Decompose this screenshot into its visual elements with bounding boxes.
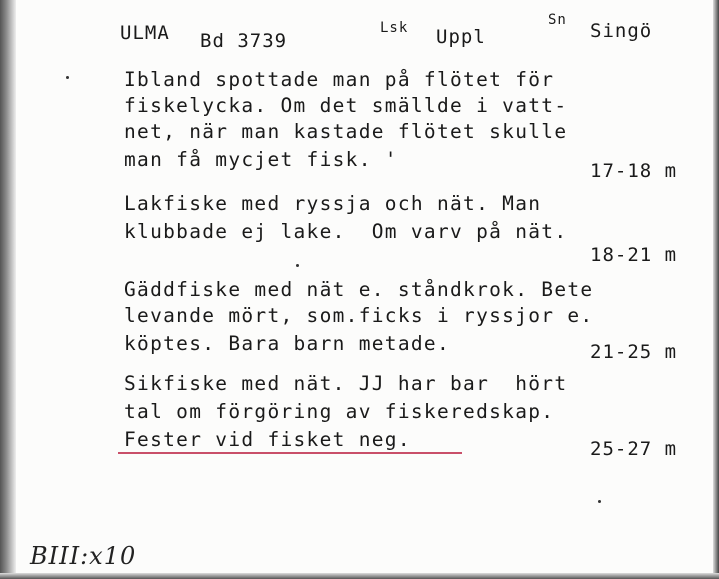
landskap-label: Lsk xyxy=(380,20,409,36)
archive-code: ULMA xyxy=(120,22,170,44)
entry-1-line-4: man få mycjet fisk. ' xyxy=(124,148,398,171)
entry-1-line-3: net, när man kastade flötet skulle xyxy=(124,120,568,143)
landskap-value: Uppl xyxy=(436,26,486,48)
entry-3-line-2: levande mört, som.ficks i ryssjor e. xyxy=(124,304,594,327)
socken-value: Singö xyxy=(590,20,653,42)
record-number: Bd 3739 xyxy=(200,30,288,52)
entry-4-line-1: Sikfiske med nät. JJ har bar hört xyxy=(124,372,568,395)
entry-2-line-1: Lakfiske med ryssja och nät. Man xyxy=(124,192,542,215)
entry-2-line-2: klubbade ej lake. Om varv på nät. xyxy=(124,220,568,243)
entry-3-line-1: Gäddfiske med nät e. ståndkrok. Bete xyxy=(124,278,594,301)
handwritten-signature: BIII:x10 xyxy=(30,542,137,570)
entry-1-line-1: Ibland spottade man på flötet för xyxy=(124,68,555,91)
red-underline xyxy=(118,452,462,454)
card-left-edge xyxy=(0,0,16,579)
stray-mark xyxy=(296,264,299,267)
entry-3-age: 21-25 m xyxy=(590,341,678,363)
entry-1-line-2: fiskelycka. Om det smällde i vatt- xyxy=(124,94,568,117)
stray-mark xyxy=(598,500,601,503)
entry-4-line-2: tal om förgöring av fiskeredskap. xyxy=(124,400,555,423)
socken-label: Sn xyxy=(548,12,567,28)
stray-mark xyxy=(66,76,69,79)
entry-3-line-3: köptes. Bara barn metade. xyxy=(124,332,450,355)
entry-4-line-3: Fester vid fisket neg. xyxy=(124,428,411,451)
entry-2-age: 18-21 m xyxy=(590,244,678,266)
card-bottom-edge xyxy=(0,573,719,579)
entry-1-age: 17-18 m xyxy=(590,160,678,182)
card-right-edge xyxy=(713,0,719,579)
entry-4-age: 25-27 m xyxy=(590,438,678,460)
